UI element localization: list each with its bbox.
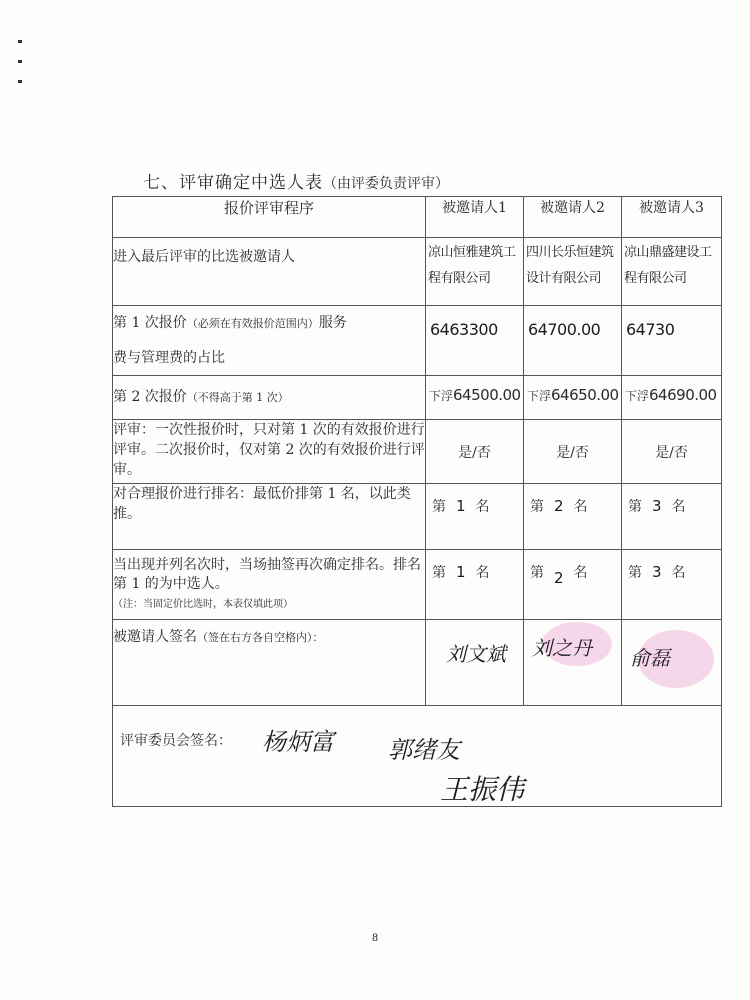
second-quote-label-note: （不得高于第 1 次）: [186, 391, 289, 404]
page-number: 8: [371, 933, 379, 944]
rank-prefix: 第: [628, 565, 642, 581]
invitee-3-signature: 俞磊: [630, 646, 670, 670]
first-quote-label-line2: 费与管理费的占比: [113, 350, 225, 366]
first-quote-row: [113, 306, 722, 376]
second-quote-3-cell: [622, 376, 722, 420]
tie-3-cell: [622, 550, 722, 620]
review-label: 评审：一次性报价时，只对第 1 次的有效报价进行评审。二次报价时，仅对第 2 次的有效报价进行评审。: [113, 420, 426, 484]
header-invitee-3: 被邀请人3: [622, 197, 722, 238]
first-quote-3-cell: [622, 306, 722, 376]
invitee-2-signature: 刘之丹: [532, 636, 592, 660]
invitee-2-signature-cell: [524, 620, 622, 706]
ranking-2-cell: [524, 484, 622, 550]
second-quote-2-cell: [524, 376, 622, 420]
second-quote-2: 64650.00: [551, 386, 619, 404]
tie-2: 2: [554, 569, 564, 587]
tie-2-cell: [524, 550, 622, 620]
second-quote-1: 64500.00: [453, 386, 521, 404]
tie-row: [113, 550, 722, 620]
rank-suffix: 名: [573, 499, 588, 515]
first-quote-3: 64730: [626, 320, 675, 339]
rank-suffix: 名: [671, 565, 686, 581]
first-quote-label-main: 第 1 次报价: [113, 315, 187, 331]
tie-1-cell: [426, 550, 524, 620]
finalist-3-cell: [622, 238, 722, 306]
ranking-2: 2: [554, 497, 564, 515]
second-quote-label-main: 第 2 次报价: [113, 389, 187, 405]
float-prefix: 下浮: [527, 389, 552, 403]
review-3: 是/否: [622, 420, 722, 484]
header-row: [113, 197, 722, 238]
invitee-1-signature-cell: [426, 620, 524, 706]
first-quote-label: [113, 306, 426, 376]
first-quote-1-cell: [426, 306, 524, 376]
first-quote-label-note: （必须在有效报价范围内）: [186, 317, 319, 330]
margin-mark: [18, 40, 22, 43]
judge-2-signature: 郭绪友: [388, 736, 460, 764]
first-quote-1: 6463300: [430, 320, 498, 339]
invitee-3-signature-cell: [622, 620, 722, 706]
margin-mark: [18, 60, 22, 63]
rank-prefix: 第: [432, 499, 446, 515]
invitee-signature-label-note: （签在右方各自空格内）：: [197, 631, 324, 644]
finalists-row: [113, 238, 722, 306]
first-quote-label-tail: 服务: [318, 315, 347, 331]
invitee-signature-row: [113, 620, 722, 706]
float-prefix: 下浮: [429, 389, 454, 403]
rank-suffix: 名: [671, 499, 686, 515]
committee-label: 评审委员会签名：: [120, 733, 232, 749]
invitee-signature-label-main: 被邀请人签名: [113, 629, 197, 645]
second-quote-row: [113, 376, 722, 420]
second-quote-label: [113, 376, 426, 420]
title-text: 七、评审确定中选人表: [143, 173, 323, 193]
judge-3-signature: 王振伟: [440, 773, 525, 806]
second-quote-3: 64690.00: [649, 386, 717, 404]
ranking-1-cell: [426, 484, 524, 550]
second-quote-1-cell: [426, 376, 524, 420]
rank-suffix: 名: [475, 565, 490, 581]
ranking-3: 3: [652, 497, 662, 515]
finalist-3-name: 凉山鼎盛建设工程有限公司: [624, 245, 712, 286]
header-procedure: 报价评审程序: [113, 197, 426, 238]
review-1: 是/否: [426, 420, 524, 484]
finalist-1-cell: [426, 238, 524, 306]
ranking-row: [113, 484, 722, 550]
rank-prefix: 第: [628, 499, 642, 515]
header-invitee-1: 被邀请人1: [426, 197, 524, 238]
invitee-1-signature: 刘文斌: [446, 642, 506, 666]
ranking-label: 对合理报价进行排名：最低价排第 1 名，以此类推。: [113, 484, 426, 550]
finalist-2-name: 四川长乐恒建筑设计有限公司: [526, 245, 614, 286]
ranking-3-cell: [622, 484, 722, 550]
tie-label: [113, 550, 426, 620]
first-quote-2: 64700.00: [528, 320, 601, 339]
rank-suffix: 名: [475, 499, 490, 515]
tie-1: 1: [456, 563, 466, 581]
header-invitee-2: 被邀请人2: [524, 197, 622, 238]
title-note: （由评委负责评审）: [323, 176, 449, 192]
margin-mark: [18, 80, 22, 83]
judge-1-signature: 杨炳富: [262, 728, 334, 756]
finalist-2-cell: [524, 238, 622, 306]
rank-suffix: 名: [573, 565, 588, 581]
tie-note: （注：当固定价比选时，本表仅填此项）: [113, 599, 293, 610]
rank-prefix: 第: [432, 565, 446, 581]
rank-prefix: 第: [530, 499, 544, 515]
float-prefix: 下浮: [625, 389, 650, 403]
invitee-signature-label: [113, 620, 426, 706]
tie-3: 3: [652, 563, 662, 581]
tie-label-text: 当出现并列名次时，当场抽签再次确定排名。排名第 1 的为中选人。: [113, 557, 421, 592]
review-2: 是/否: [524, 420, 622, 484]
finalists-label: 进入最后评审的比选被邀请人: [113, 238, 426, 306]
page-title: [143, 168, 449, 193]
review-row: [113, 420, 722, 484]
ranking-1: 1: [456, 497, 466, 515]
evaluation-table: [112, 196, 722, 807]
rank-prefix: 第: [530, 565, 544, 581]
first-quote-2-cell: [524, 306, 622, 376]
finalist-1-name: 凉山恒雅建筑工程有限公司: [428, 245, 516, 286]
